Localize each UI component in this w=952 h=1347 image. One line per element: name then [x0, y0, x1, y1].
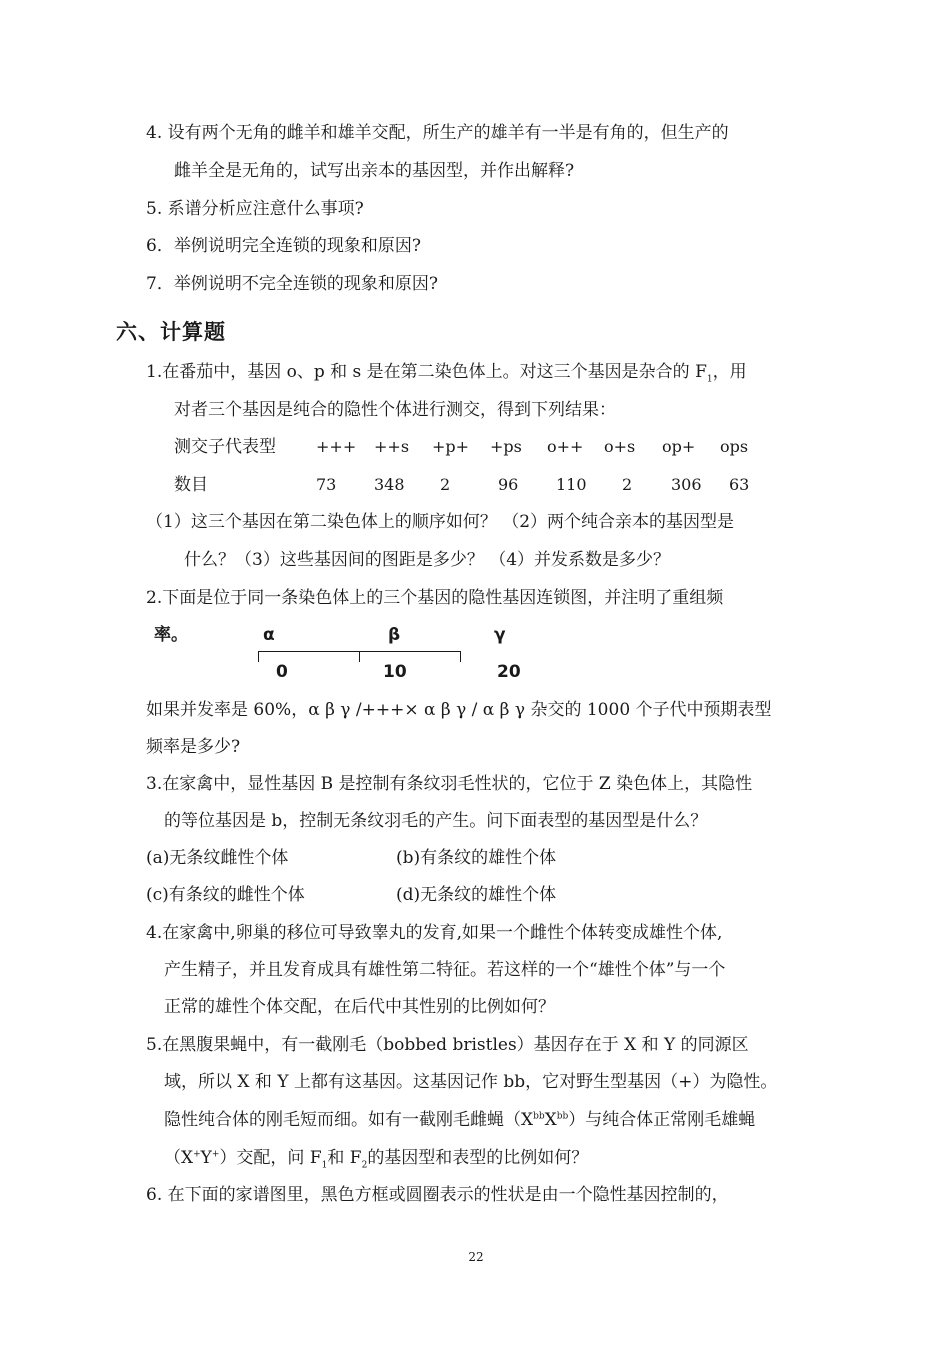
- calc-q1-text: 1.在番茄中，基因 o、p 和 s 是在第二染色体上。对这三个基因是杂合的 F: [146, 362, 707, 382]
- count-cell: 96: [498, 475, 519, 494]
- calc-q1-subquestions-line1: （1）这三个基因在第二染色体上的顺序如何？ （2）两个纯合亲本的基因型是: [146, 512, 735, 532]
- count-cell: 306: [671, 475, 702, 494]
- calc-q3-option-d: (d)无条纹的雄性个体: [396, 885, 557, 905]
- calc-q3-line1: 3.在家禽中，显性基因 B 是控制有条纹羽毛性状的，它位于 Z 染色体上，其隐性: [146, 774, 753, 794]
- q5-sub: 1: [321, 1160, 328, 1171]
- calc-q4-line2: 产生精子，并且发育成具有雄性第二特征。若这样的一个“雄性个体”与一个: [164, 960, 726, 980]
- calc-q1-end: ，用: [712, 362, 747, 382]
- calc-q3-line2: 的等位基因是 b，控制无条纹羽毛的产生。问下面表型的基因型是什么？: [164, 811, 708, 831]
- phenotype-cell: o++: [547, 437, 584, 456]
- position-label: 0: [276, 662, 288, 682]
- phenotype-cell: op+: [662, 437, 696, 456]
- gene-label-alpha: α: [263, 625, 275, 645]
- calc-q2-line4: 频率是多少?: [146, 737, 241, 757]
- q5-line4-d: 和 F: [327, 1148, 362, 1168]
- q5-sup: bb: [533, 1111, 545, 1122]
- q5-sub: 2: [361, 1160, 368, 1171]
- question-7: 7．举例说明不完全连锁的现象和原因?: [146, 274, 438, 294]
- calc-q3-option-c: (c)有条纹的雌性个体: [146, 885, 305, 905]
- calc-q4-line3: 正常的雄性个体交配，在后代中其性别的比例如何？: [164, 997, 555, 1017]
- linkage-map-tick: [258, 651, 259, 662]
- section-title: 六、计算题: [116, 320, 226, 344]
- count-cell: 110: [556, 475, 587, 494]
- linkage-map-tick: [460, 651, 461, 662]
- calc-q2-line1: 2.下面是位于同一条染色体上的三个基因的隐性基因连锁图，并注明了重组频: [146, 588, 724, 608]
- count-cell: 2: [440, 475, 451, 494]
- q5-line4-e: 的基因型和表型的比例如何？: [367, 1148, 589, 1168]
- calc-q4-line1: 4.在家禽中,卵巢的移位可导致睾丸的发育,如果一个雌性个体转变成雄性个体,: [146, 923, 723, 943]
- count-cell: 73: [316, 475, 337, 494]
- page-number: 22: [468, 1250, 484, 1264]
- calc-q5-line2: 域，所以 X 和 Y 上都有这基因。这基因记作 bb，它对野生型基因（+）为隐性。: [164, 1072, 778, 1092]
- q5-sup: +: [193, 1149, 201, 1160]
- calc-q6-line1: 6. 在下面的家谱图里，黑色方框或圆圈表示的性状是由一个隐性基因控制的，: [146, 1185, 729, 1205]
- question-6: 6．举例说明完全连锁的现象和原因?: [146, 236, 421, 256]
- table-row-label-phenotype: 测交子代表型: [174, 437, 276, 457]
- q5-sup: bb: [556, 1111, 569, 1122]
- question-5: 5. 系谱分析应注意什么事项?: [146, 199, 364, 219]
- q5-line4-b: Y: [200, 1148, 212, 1168]
- calc-q5-line1: 5.在黑腹果蝇中，有一截刚毛（bobbed bristles）基因存在于 X 和 Y 的同源区: [146, 1035, 749, 1055]
- position-label: 20: [497, 662, 521, 682]
- calc-q2-line2: 率。: [154, 625, 188, 645]
- q5-line3-b: X: [544, 1110, 557, 1130]
- q5-line4-c: ）交配，问 F: [219, 1148, 322, 1168]
- count-cell: 63: [729, 475, 750, 494]
- table-row-label-count: 数目: [174, 475, 208, 495]
- f1-subscript: 1: [706, 374, 713, 385]
- calc-q3-option-b: (b)有条纹的雄性个体: [396, 848, 557, 868]
- gene-label-beta: β: [388, 625, 401, 645]
- calc-q5-line4: [164, 1147, 588, 1169]
- q5-line3-c: ）与纯合体正常刚毛雄蝇: [568, 1110, 756, 1130]
- gene-label-gamma: γ: [494, 625, 506, 645]
- calc-q2-line3: 如果并发率是 60%，α β γ /+++× α β γ / α β γ 杂交的 1000 个子代中预期表型: [146, 700, 772, 720]
- calc-q1-line1: [146, 361, 747, 383]
- q5-sup: +: [211, 1149, 220, 1160]
- phenotype-cell: +p+: [432, 437, 470, 456]
- calc-q3-option-a: (a)无条纹雌性个体: [146, 848, 289, 868]
- question-4-line2: 雌羊全是无角的，试写出亲本的基因型，并作出解释?: [174, 161, 575, 181]
- position-label: 10: [383, 662, 407, 682]
- phenotype-cell: +ps: [490, 437, 522, 456]
- phenotype-cell: ++s: [374, 437, 410, 456]
- count-cell: 2: [622, 475, 633, 494]
- q5-line3-a: 隐性纯合体的刚毛短而细。如有一截刚毛雌蝇（X: [164, 1110, 534, 1130]
- phenotype-cell: ops: [720, 437, 749, 456]
- q5-line4-a: （X: [164, 1148, 194, 1168]
- phenotype-cell: o+s: [604, 437, 636, 456]
- count-cell: 348: [374, 475, 405, 494]
- calc-q5-line3: [164, 1109, 755, 1131]
- calc-q1-line2: 对者三个基因是纯合的隐性个体进行测交，得到下列结果：: [174, 400, 616, 420]
- calc-q1-subquestions-line2: 什么？（3）这些基因间的图距是多少？ （4）并发系数是多少？: [184, 550, 671, 570]
- phenotype-cell: +++: [316, 437, 357, 456]
- question-4-line1: 4. 设有两个无角的雌羊和雄羊交配，所生产的雄羊有一半是有角的，但生产的: [146, 123, 729, 143]
- linkage-map-tick: [359, 651, 360, 662]
